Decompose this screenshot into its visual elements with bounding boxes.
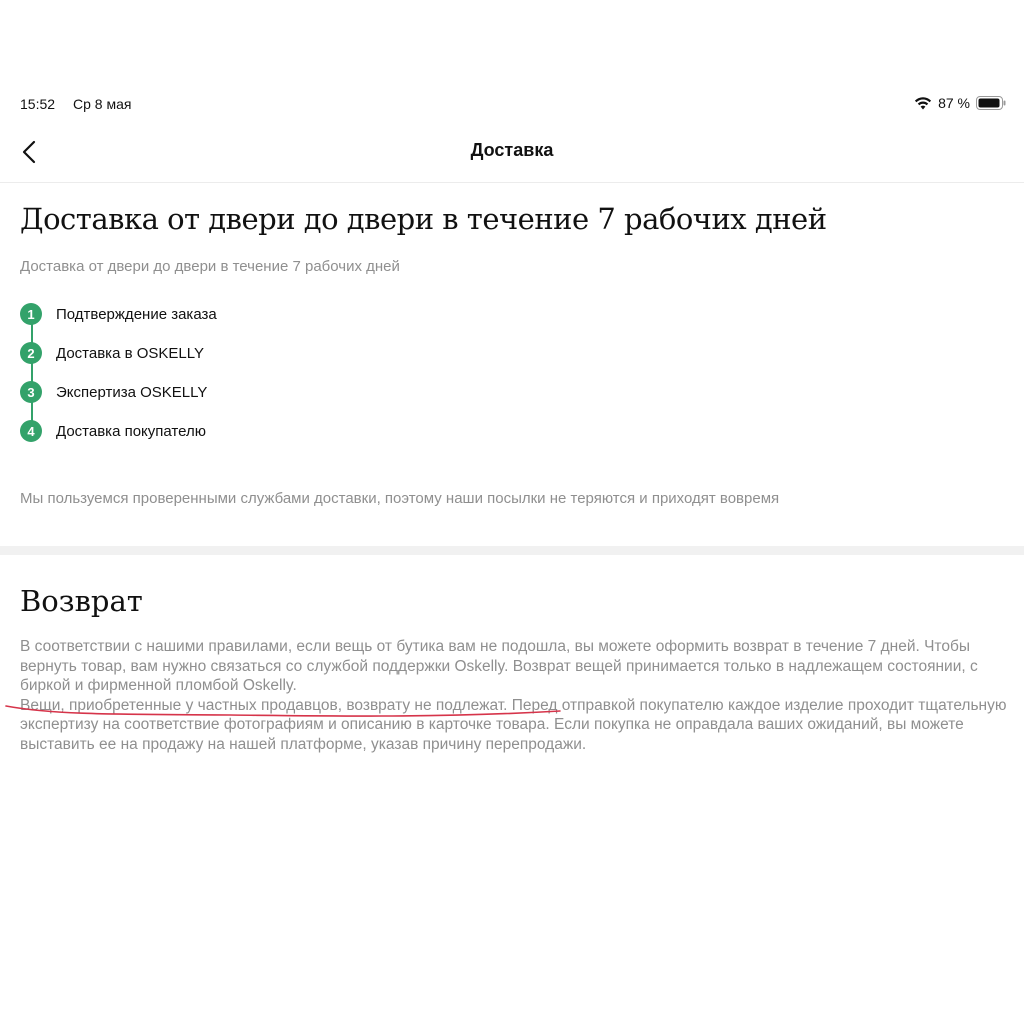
step-item bbox=[20, 380, 207, 404]
page-title: Доставка bbox=[470, 140, 554, 160]
step-label: Подтверждение заказа bbox=[56, 305, 217, 323]
step-label: Доставка покупателю bbox=[56, 422, 206, 440]
step-number-badge: 2 bbox=[20, 342, 42, 364]
status-bar bbox=[0, 92, 1024, 116]
steps-connector-line bbox=[31, 314, 33, 432]
battery-icon bbox=[976, 96, 1006, 110]
delivery-note: Мы пользуемся проверенными службами доставки, поэтому наши посылки не теряются и приходят вовремя bbox=[20, 490, 780, 507]
step-item bbox=[20, 302, 217, 326]
delivery-heading: Доставка от двери до двери в течение 7 рабочих дней bbox=[20, 202, 827, 236]
status-indicators bbox=[914, 95, 1006, 111]
wifi-icon bbox=[914, 97, 932, 110]
step-number-badge: 1 bbox=[20, 303, 42, 325]
returns-paragraph-1: В соответствии с нашими правилами, если вещь от бутика вам не подошла, вы можете оформить возврат в течение 7 дней. Чтобы вернуть товар, вам нужно связаться со службой поддержки Oskelly. Возврат вещей принимается только в надлежащем состоянии, с биркой и фирменной пломбой Oskelly. bbox=[20, 638, 978, 694]
step-number-badge: 4 bbox=[20, 420, 42, 442]
step-label: Доставка в OSKELLY bbox=[56, 344, 204, 362]
step-item bbox=[20, 419, 206, 443]
returns-heading: Возврат bbox=[20, 584, 143, 618]
section-divider bbox=[0, 546, 1024, 555]
step-number-badge: 3 bbox=[20, 381, 42, 403]
step-label: Экспертиза OSKELLY bbox=[56, 383, 208, 401]
returns-text bbox=[20, 637, 1010, 754]
delivery-subtitle: Доставка от двери до двери в течение 7 рабочих дней bbox=[20, 258, 400, 275]
returns-paragraph-2: Вещи, приобретенные у частных продавцов, возврату не подлежат. Перед отправкой покупателю каждое изделие проходит тщательную экспертизу на соответствие фотографиям и описанию в карточке товара. Если покупка не оправдала ваших ожиданий, вы можете выставить ее на продажу на нашей платформе, указав причину перепродажи. bbox=[20, 696, 1007, 753]
step-item bbox=[20, 341, 204, 365]
navigation-bar bbox=[0, 128, 1024, 183]
status-time: 15:52 bbox=[20, 96, 56, 112]
status-date: Ср 8 мая bbox=[73, 96, 132, 112]
battery-percent: 87 % bbox=[938, 95, 970, 111]
